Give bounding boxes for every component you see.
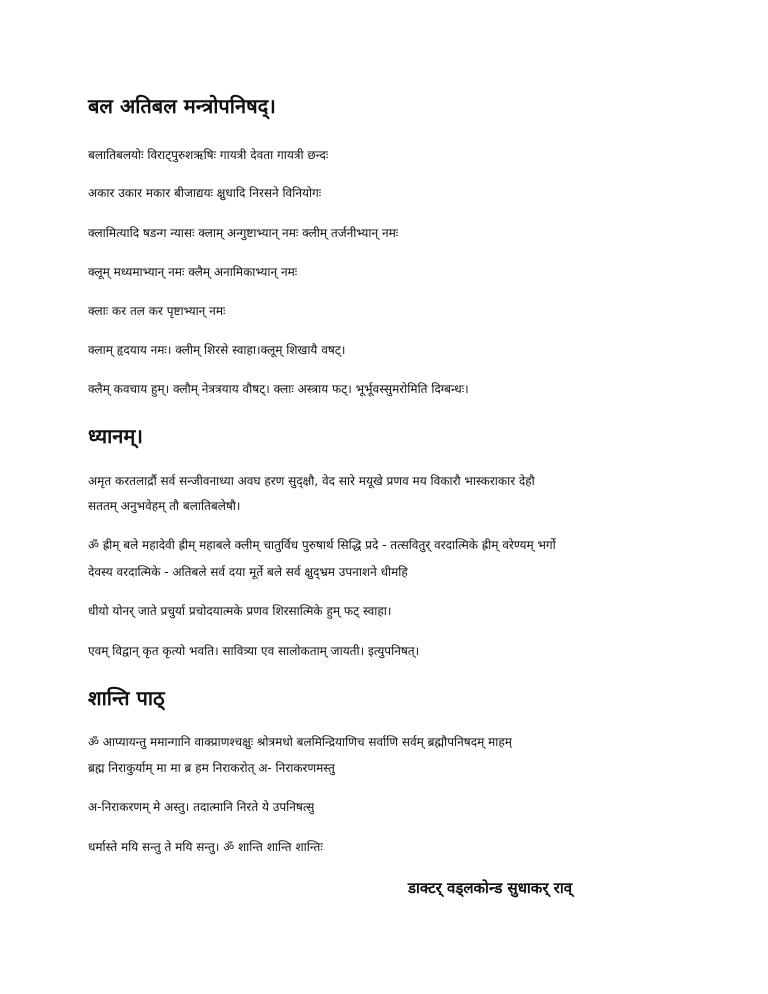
section-heading-dhyanam: ध्यानम्। [88,424,143,448]
dhyanam-line: एवम् विद्वान् कृत कृत्यो भवति। सावित्र्या एव सालोकताम् जायती। इत्युपनिषत्। [88,644,420,658]
intro-line: क्लूम् मध्यमाभ्यान् नमः क्लैम् अनामिकाभ्यान् नमः [88,265,298,279]
intro-line: क्लाः कर तल कर पृष्टाभ्यान् नमः [88,304,226,318]
intro-line: क्लामित्यादि षडन्ग न्यासः क्लाम् अन्गुष्टाभ्यान् नमः क्लीम् तर्जनीभ्यान् नमः [88,226,399,240]
document-title: बल अतिबल मन्त्रोपनिषद्। [88,94,276,118]
dhyanam-line: धीयो योनर् जाते प्रचुर्या प्रचोदयात्मके प्रणव शिरसात्मिके हुम् फट् स्वाहा। [88,604,392,618]
intro-line: क्लैम् कवचाय हुम्। क्लौम् नेत्रत्रयाय वौषट्। क्लाः अस्त्राय फट्। भूर्भूवस्सुमरोमिति दिग्बन्धः। [88,382,469,396]
shanti-line: ब्रह्म निराकुर्याम् मा मा ब्र हम निराकरोत् अ- निराकरणमस्तु [88,761,335,775]
author-signature: डाक्टर् वड्लकोन्ड सुधाकर् राव् [408,879,573,897]
dhyanam-line: सततम् अनुभवेहम् तौ बलातिबलेषौ। [88,499,241,513]
intro-line: बलातिबलयोः विराट्पुरुशऋषिः गायत्री देवता गायत्री छन्दः [88,148,329,162]
intro-line: अकार उकार मकार बीजाद्ययः क्षुधादि निरसने विनियोगः [88,186,322,200]
shanti-line: अ-निराकरणम् मे अस्तु। तदात्मानि निरते ये उपनिषत्सु [88,800,315,814]
shanti-line: धर्मास्ते मयि सन्तु ते मयि सन्तु। ॐ शान्ति शान्ति शान्तिः [88,840,323,854]
dhyanam-line: देवस्य वरदात्मिके - अतिबले सर्व दया मूर्ते बले सर्व क्षुद्भ्रम उपनाशने धीमहि [88,565,408,579]
dhyanam-line: ॐ ह्रीम् बले महादेवी ह्रीम् महाबले क्लीम् चातुर्विध पुरुषार्थ सिद्धि प्रदे - तत्सवितुर् वरदात्मिके ह्रीम् वरेण्यम् भर्गो [88,538,556,552]
intro-line: क्लाम् हृदयाय नमः। क्लीम् शिरसे स्वाहा।क्लूम् शिखायै वषट्। [88,343,346,357]
section-heading-shanti: शान्ति पाठ् [88,686,165,710]
dhyanam-line: अमृत करतलार्द्रौ सर्व सन्जीवनाध्या अवघ हरण सुद्क्षौ, वेद सारे मयूखे प्रणव मय विकारौ भास्कराकार देहौ [88,474,535,488]
shanti-line: ॐ आप्यायन्तु ममान्गानि वाक्प्राणश्चक्षुः श्रोत्रमधो बलमिन्द्रियाणिच सर्वाणि सर्वम् ब्रह्मौपनिषदम् माहम् [88,735,512,749]
